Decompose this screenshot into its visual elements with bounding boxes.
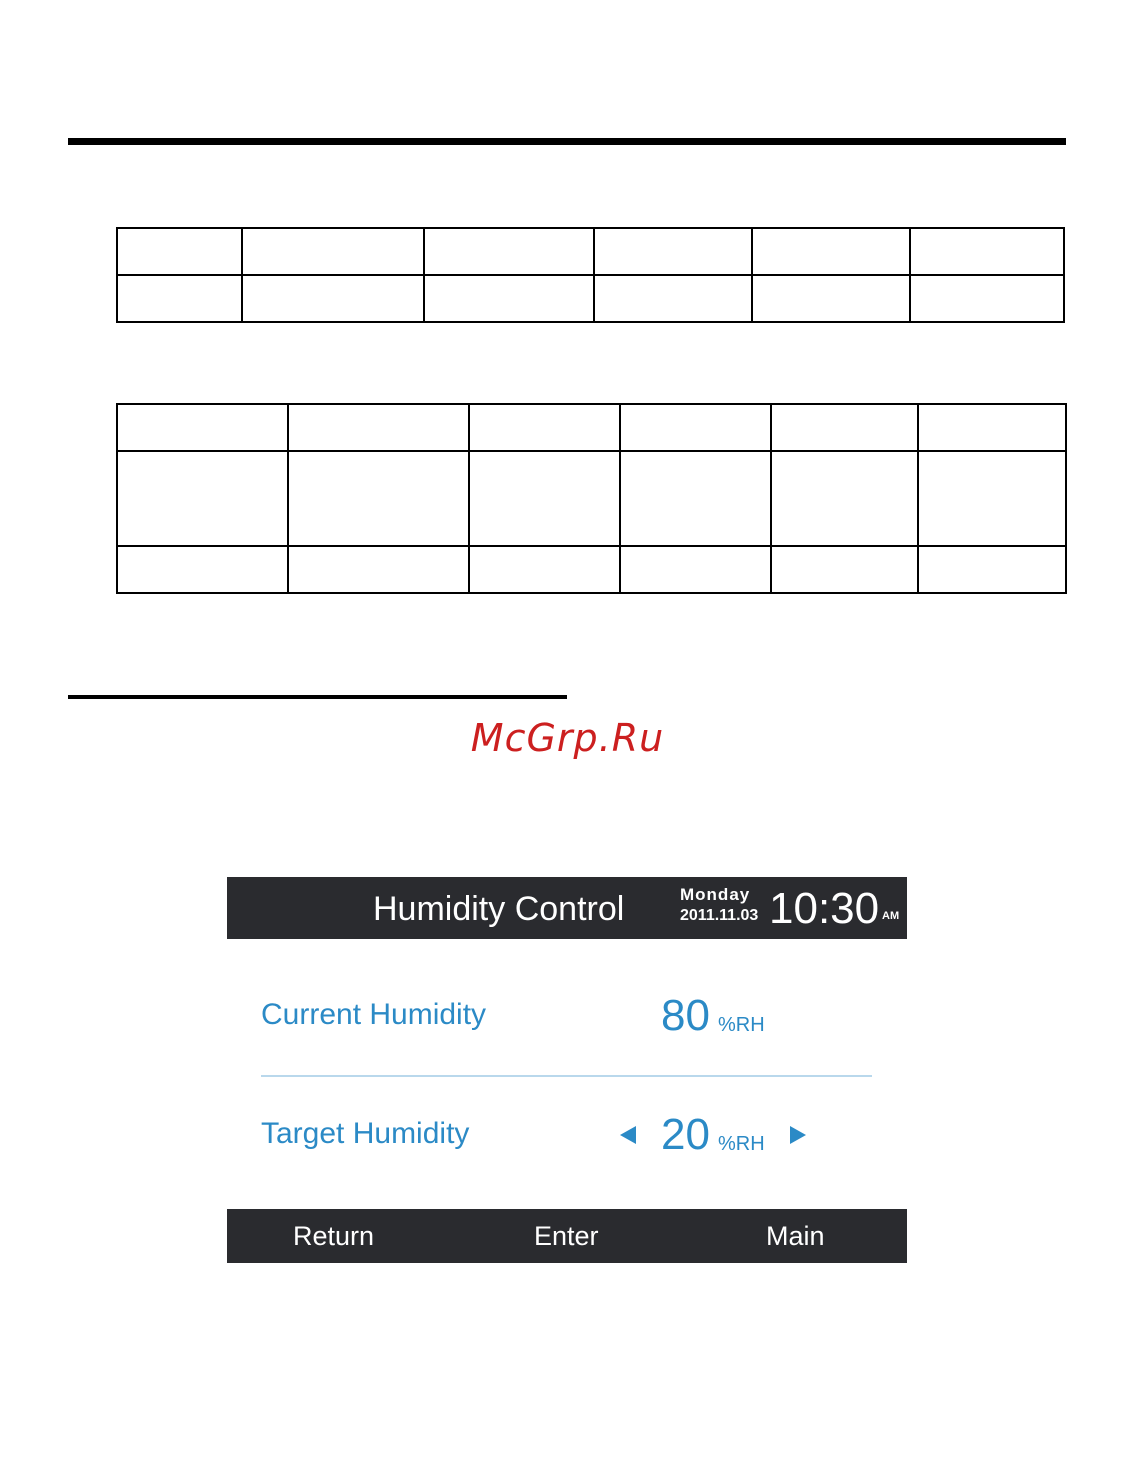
table-cell: [594, 275, 752, 322]
table-cell: [424, 228, 594, 275]
table-cell: [620, 451, 771, 546]
section-rule: [68, 695, 567, 699]
table-cell: [620, 546, 771, 593]
table-cell: [242, 275, 424, 322]
table-cell: [242, 228, 424, 275]
date-label: 2011.11.03: [680, 907, 759, 924]
decrease-arrow-icon[interactable]: [620, 1126, 636, 1144]
divider: [261, 1075, 872, 1077]
weekday-label: Monday: [680, 885, 751, 904]
clock-ampm: AM: [882, 910, 900, 922]
humidity-control-screen: [227, 877, 907, 1263]
table-cell: [117, 451, 288, 546]
table-cell: [424, 275, 594, 322]
table-cell: [771, 451, 918, 546]
enter-button[interactable]: Enter: [534, 1221, 599, 1251]
table-cell: [771, 404, 918, 451]
table-cell: [910, 275, 1064, 322]
table-row: [117, 228, 1064, 275]
current-humidity-unit: %RH: [718, 1014, 765, 1036]
table-cell: [620, 404, 771, 451]
top-rule: [68, 138, 1066, 145]
table-row: [117, 275, 1064, 322]
table-cell: [918, 546, 1066, 593]
table-cell: [469, 451, 620, 546]
table-cell: [117, 546, 288, 593]
target-humidity-label: Target Humidity: [261, 1117, 470, 1150]
table-cell: [469, 404, 620, 451]
screen-footer: [227, 1209, 907, 1263]
increase-arrow-icon[interactable]: [790, 1126, 806, 1144]
clock-time: 10:30: [769, 884, 880, 933]
table-row: [117, 404, 1066, 451]
empty-table-1: [116, 227, 1065, 323]
target-humidity-unit: %RH: [718, 1133, 765, 1155]
table-cell: [117, 275, 242, 322]
screen-header: [227, 877, 907, 939]
main-button[interactable]: Main: [766, 1221, 825, 1251]
table-cell: [594, 228, 752, 275]
table-cell: [117, 404, 288, 451]
table-row: [117, 546, 1066, 593]
table-cell: [752, 228, 910, 275]
table-cell: [918, 451, 1066, 546]
empty-table-2: [116, 403, 1067, 594]
return-button[interactable]: Return: [293, 1221, 375, 1251]
table-cell: [288, 546, 469, 593]
table-cell: [771, 546, 918, 593]
target-humidity-value: 20: [661, 1110, 710, 1159]
current-humidity-value: 80: [661, 991, 710, 1040]
table-cell: [117, 228, 242, 275]
watermark: McGrp.Ru: [470, 716, 665, 760]
table-cell: [288, 451, 469, 546]
table-cell: [288, 404, 469, 451]
current-humidity-label: Current Humidity: [261, 998, 487, 1031]
table-cell: [910, 228, 1064, 275]
table-cell: [469, 546, 620, 593]
screen-title: Humidity Control: [373, 890, 625, 928]
table-cell: [752, 275, 910, 322]
table-cell: [918, 404, 1066, 451]
table-row: [117, 451, 1066, 546]
